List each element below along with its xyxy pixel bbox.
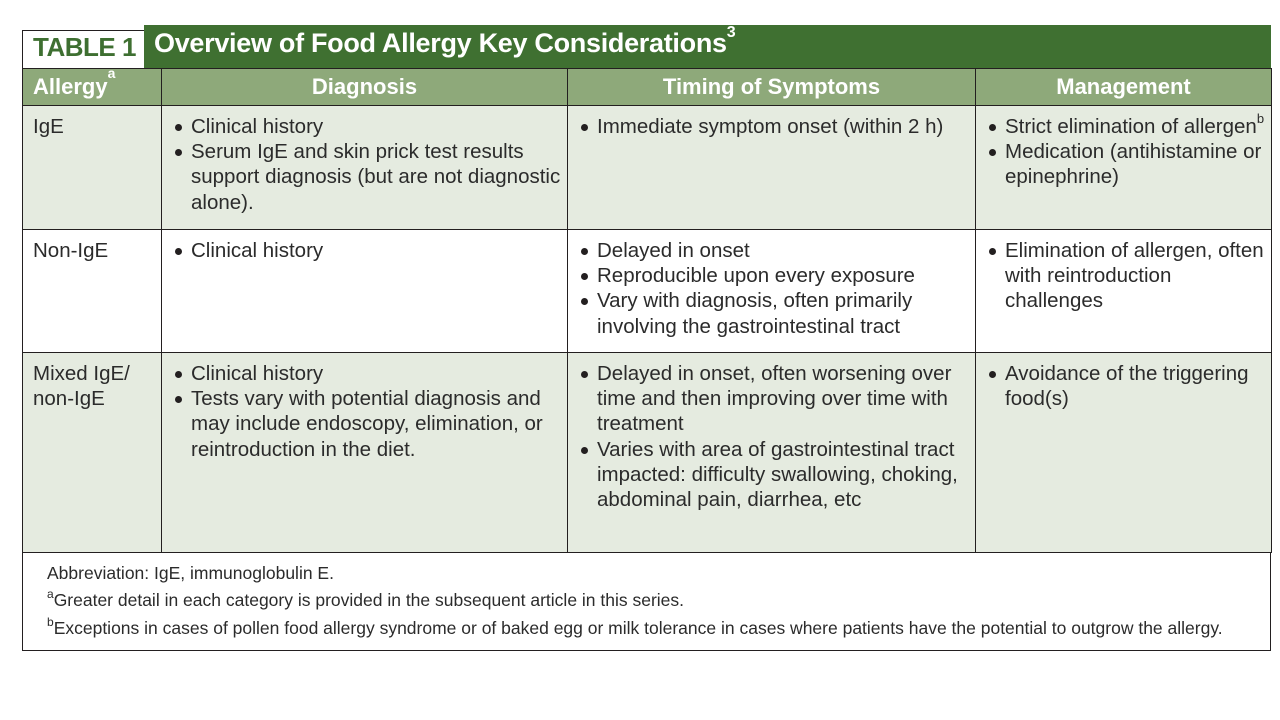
table-label-box xyxy=(22,30,144,68)
table-title-text: Overview of Food Allergy Key Considerations xyxy=(154,28,727,58)
list-item: Delayed in onset xyxy=(578,238,969,263)
cell-management xyxy=(976,230,1272,353)
cell-diagnosis xyxy=(162,230,568,353)
footnote-abbreviation: Abbreviation: IgE, immunoglobulin E. xyxy=(47,563,334,583)
list-item: Clinical history xyxy=(172,361,561,386)
header-allergy: Allergy$^a$ xyxy=(23,69,162,106)
cell-allergy: Mixed IgE/ non-IgE xyxy=(23,353,162,553)
cell-allergy: IgE xyxy=(23,106,162,230)
list-item: Vary with diagnosis, often primarily involving the gastrointestinal tract xyxy=(578,288,969,338)
table-title-reference: 3 xyxy=(726,24,736,41)
footnote-b: $^b$Exceptions in cases of pollen food allergy syndrome or of baked egg or milk tolerance in cases where patients have the potential to outgrow the allergy. xyxy=(47,615,1223,638)
list-item: Reproducible upon every exposure xyxy=(578,263,969,288)
footnote-a: $^a$Greater detail in each category is provided in the subsequent article in this series. xyxy=(47,587,685,610)
list-item: Avoidance of the triggering food(s) xyxy=(986,361,1265,411)
list-item: Varies with area of gastrointestinal tract impacted: difficulty swallowing, choking, abdominal pain, diarrhea, etc xyxy=(578,437,969,513)
list-item: Serum IgE and skin prick test results support diagnosis (but are not diagnostic alone). xyxy=(172,139,561,215)
list-item: Delayed in onset, often worsening over time and then improving over time with treatment xyxy=(578,361,969,437)
list-item: Immediate symptom onset (within 2 h) xyxy=(578,114,969,139)
list-item: Elimination of allergen, often with reintroduction challenges xyxy=(986,238,1265,314)
table-title-bar xyxy=(144,25,1271,68)
list-item: Clinical history xyxy=(172,114,561,139)
list-item: Tests vary with potential diagnosis and may include endoscopy, elimination, or reintroduction in the diet. xyxy=(172,386,561,462)
header-management: Management xyxy=(976,69,1272,106)
list-item: Strict elimination of allergen$^b$ xyxy=(986,114,1265,139)
header-timing: Timing of Symptoms xyxy=(568,69,976,106)
table-row-mixed xyxy=(23,353,1272,553)
cell-management xyxy=(976,353,1272,553)
cell-diagnosis xyxy=(162,106,568,230)
list-item: Medication (antihistamine or epinephrine) xyxy=(986,139,1265,189)
table-number-label: TABLE 1 xyxy=(33,32,136,62)
table-title xyxy=(154,24,736,59)
food-allergy-table xyxy=(22,65,1272,553)
cell-diagnosis xyxy=(162,353,568,553)
cell-timing xyxy=(568,230,976,353)
cell-timing xyxy=(568,106,976,230)
cell-management xyxy=(976,106,1272,230)
header-row xyxy=(23,69,1272,106)
cell-timing xyxy=(568,353,976,553)
list-item: Clinical history xyxy=(172,238,561,263)
cell-allergy: Non-IgE xyxy=(23,230,162,353)
table-row-ige xyxy=(23,106,1272,230)
footnotes xyxy=(22,553,1271,651)
footnote-reference: b xyxy=(1256,111,1265,126)
table-row-non-ige xyxy=(23,230,1272,353)
header-diagnosis: Diagnosis xyxy=(162,69,568,106)
